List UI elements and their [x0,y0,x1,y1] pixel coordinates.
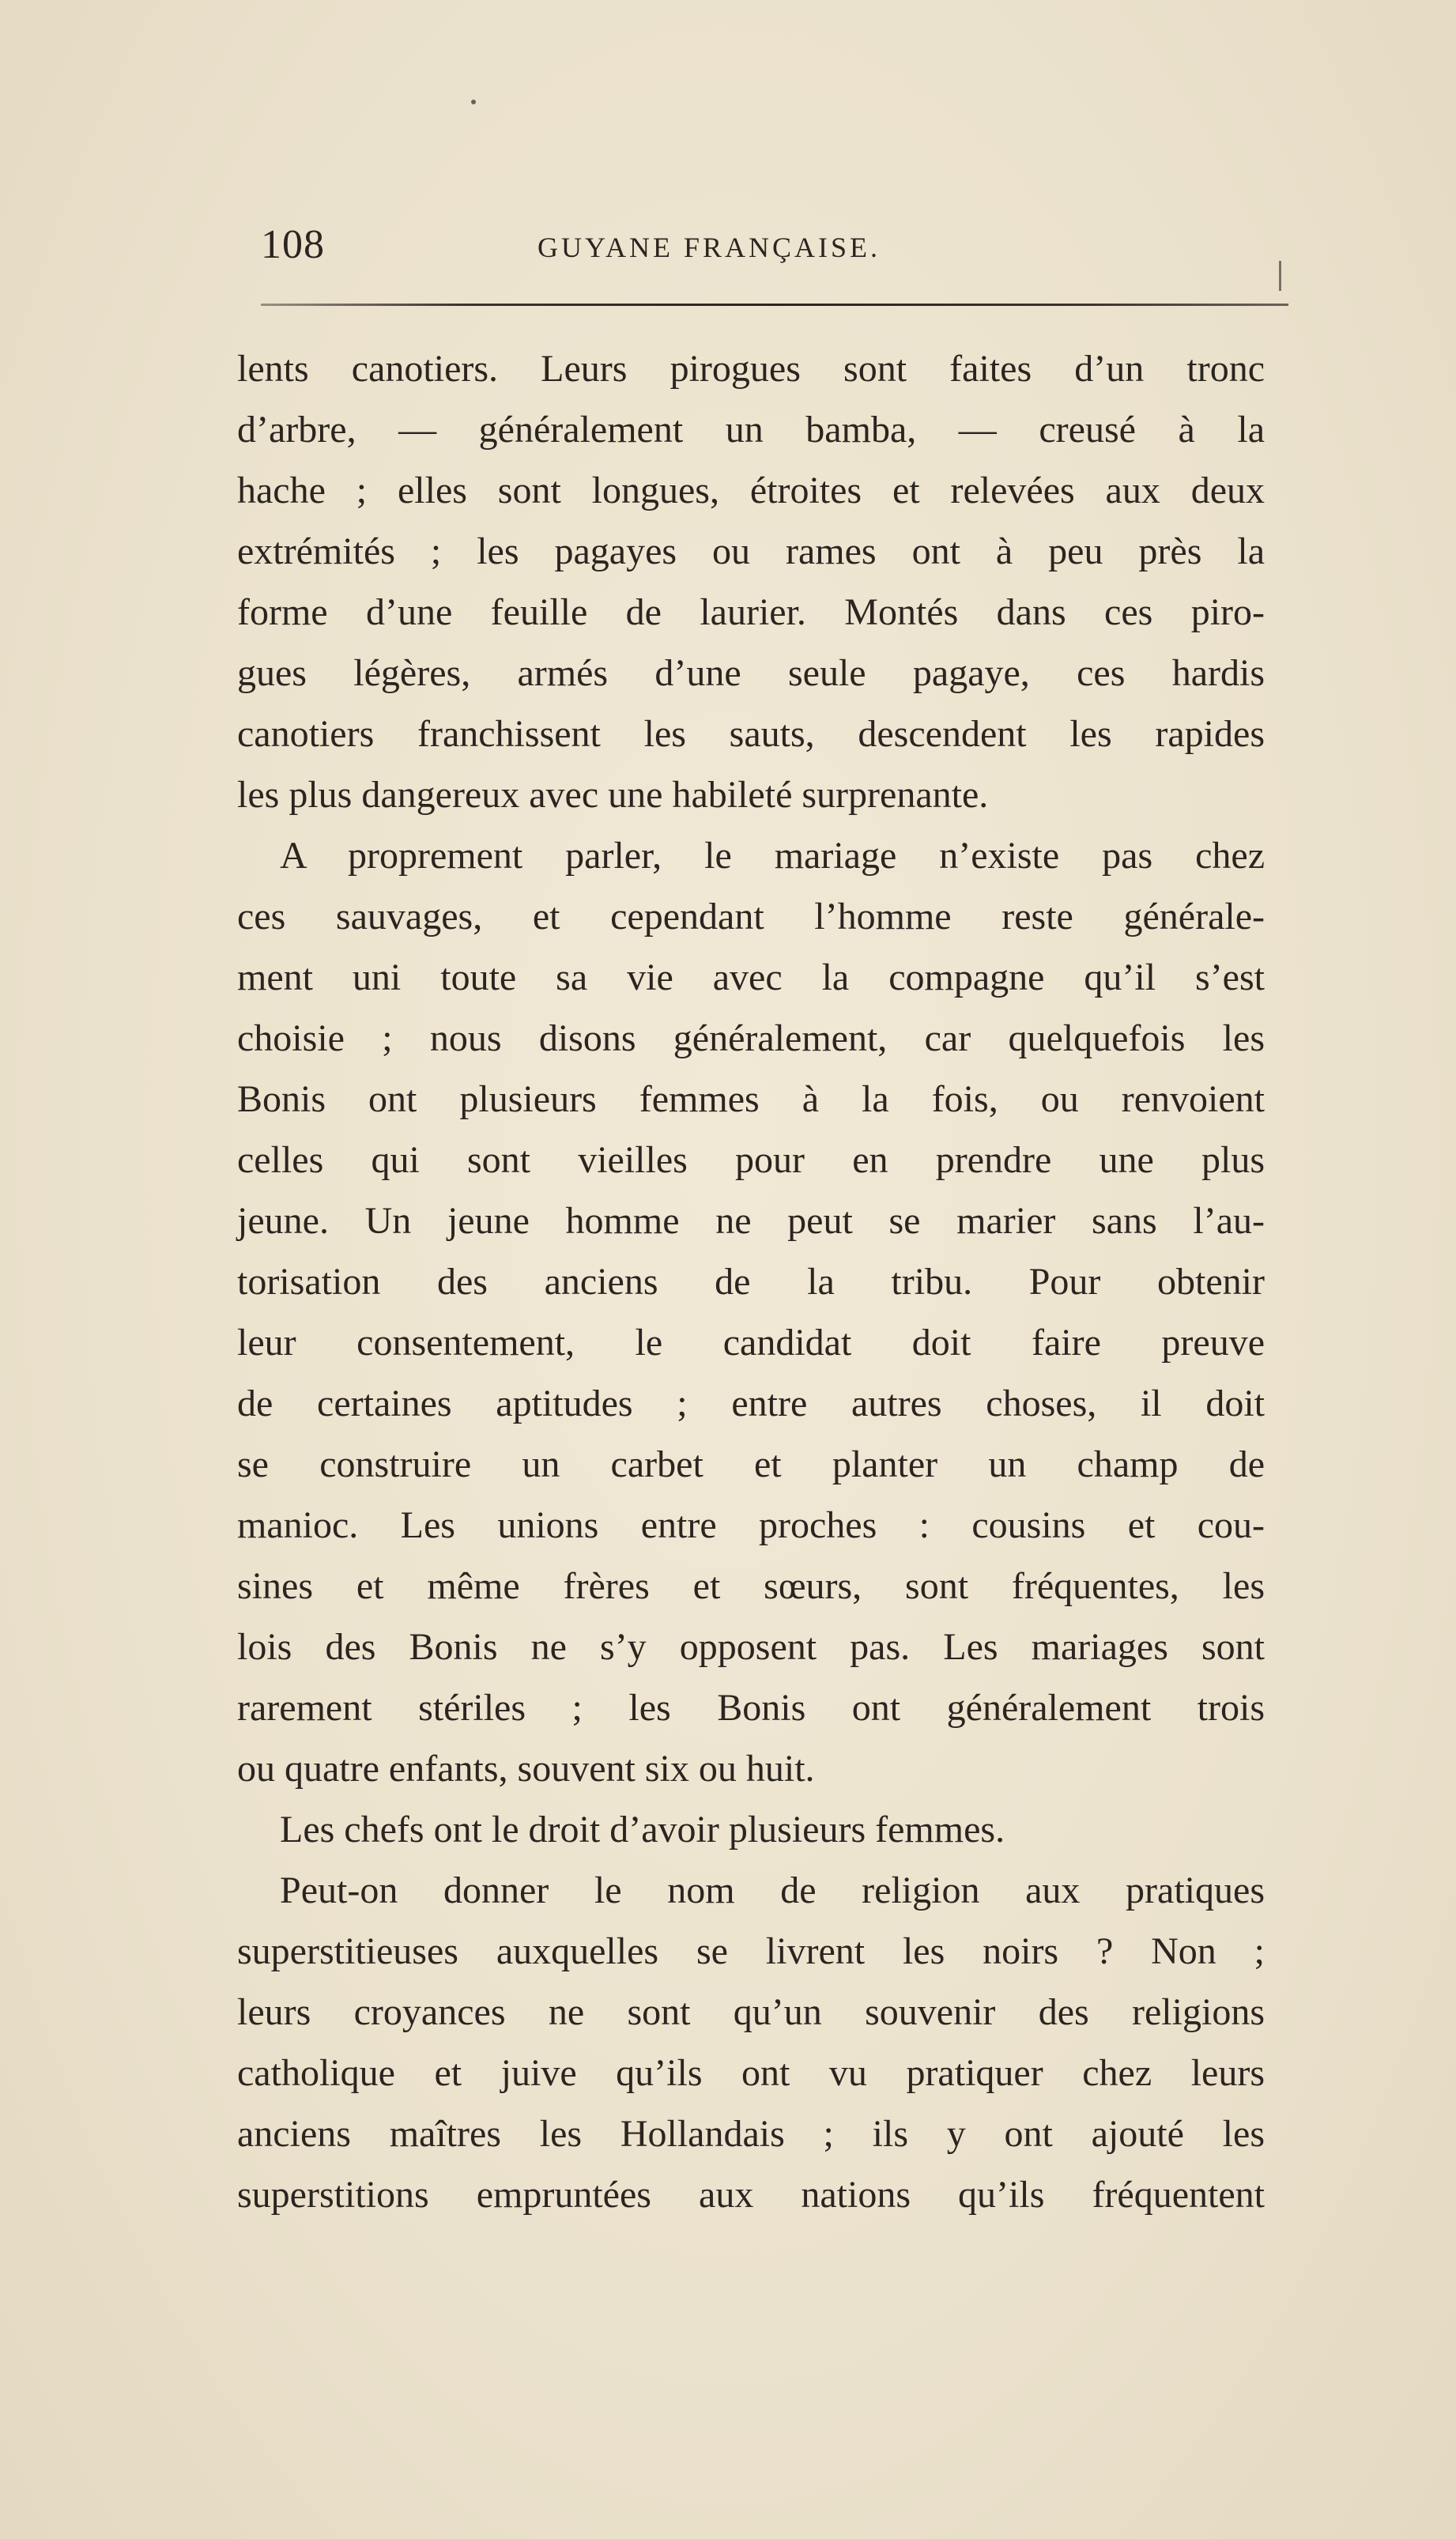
text-line: canotiers franchissent les sauts, descendent les rapides [237,713,1265,755]
text-line: sines et même frères et sœurs, sont fréquentes, les [237,1565,1265,1607]
text-line: choisie ; nous disons généralement, car quelquefois les [237,1017,1265,1059]
text-line: hache ; elles sont longues, étroites et relevées aux deux [237,470,1265,511]
text-line: forme d’une feuille de laurier. Montés dans ces piro- [237,591,1265,633]
margin-mark [1279,261,1281,291]
text-line: lois des Bonis ne s’y opposent pas. Les mariages sont [237,1626,1265,1668]
text-line: superstitieuses auxquelles se livrent les noirs ? Non ; [237,1930,1265,1972]
text-line: lents canotiers. Leurs pirogues sont faites d’un tronc [237,348,1265,390]
text-line: se construire un carbet et planter un champ de [237,1443,1265,1485]
text-line: torisation des anciens de la tribu. Pour obtenir [237,1261,1265,1303]
header-rule [261,304,1288,306]
text-line: extrémités ; les pagayes ou rames ont à peu près la [237,530,1265,572]
text-line: catholique et juive qu’ils ont vu pratiquer chez leurs [237,2052,1265,2094]
text-line: ou quatre enfants, souvent six ou huit. [237,1748,815,1790]
text-line: Peut-on donner le nom de religion aux pratiques [280,1869,1265,1911]
text-line: de certaines aptitudes ; entre autres choses, il doit [237,1383,1265,1424]
text-line: ces sauvages, et cependant l’homme reste générale- [237,896,1265,938]
text-line: leurs croyances ne sont qu’un souvenir des religions [237,1991,1265,2033]
text-line: d’arbre, — généralement un bamba, — creusé à la [237,409,1265,451]
text-line: celles qui sont vieilles pour en prendre une plus [237,1139,1265,1181]
text-line: gues légères, armés d’une seule pagaye, ces hardis [237,652,1265,694]
text-line: rarement stériles ; les Bonis ont généralement trois [237,1687,1265,1729]
page-header [261,213,1288,277]
text-line: les plus dangereux avec une habileté surprenante. [237,774,989,816]
text-line: manioc. Les unions entre proches : cousins et cou- [237,1504,1265,1546]
page-number: 108 [261,222,325,267]
text-line: ment uni toute sa vie avec la compagne qu’il s’est [237,956,1265,998]
paper-speck [471,100,476,104]
running-title: GUYANE FRANÇAISE. [538,232,881,263]
text-line: superstitions empruntées aux nations qu’ils fréquentent [237,2174,1265,2216]
body-text [237,338,1265,2225]
text-line: Les chefs ont le droit d’avoir plusieurs femmes. [280,1809,1005,1850]
text-line: anciens maîtres les Hollandais ; ils y ont ajouté les [237,2113,1265,2155]
text-line: Bonis ont plusieurs femmes à la fois, ou renvoient [237,1078,1265,1120]
text-line: leur consentement, le candidat doit faire preuve [237,1322,1265,1364]
text-line: A proprement parler, le mariage n’existe pas chez [280,835,1265,877]
text-line: jeune. Un jeune homme ne peut se marier sans l’au- [237,1200,1265,1242]
